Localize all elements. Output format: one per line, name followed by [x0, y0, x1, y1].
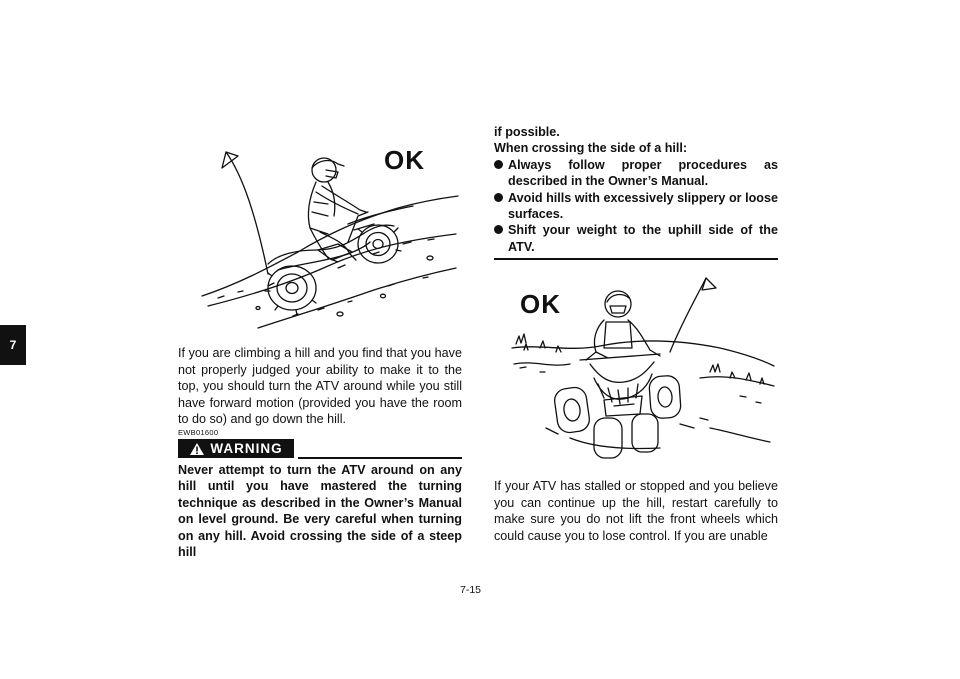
warning-code: EWB01600	[178, 428, 219, 437]
warning-continuation: if possible.	[494, 125, 560, 139]
figure-ok-label-climbing: OK	[384, 145, 425, 175]
chapter-number: 7	[9, 338, 17, 352]
list-item	[494, 157, 778, 190]
warning-badge	[178, 439, 294, 458]
warning-text: Never attempt to turn the ATV around on any hill until you have mastered the turning technique as described in the Owner’s Manual on level ground. Be very careful when turning on any hill. Avoid crossing the side of a steep hill	[178, 463, 462, 560]
page-number: 7-15	[460, 584, 482, 596]
bullet-text: Avoid hills with excessively slippery or loose surfaces.	[508, 190, 778, 222]
warning-triangle-icon	[189, 442, 205, 456]
bullet-text: Shift your weight to the uphill side of the ATV.	[508, 223, 778, 254]
warning-end-rule	[494, 258, 778, 260]
list-item	[494, 190, 778, 223]
hill-crossing-section	[494, 124, 778, 255]
bullet-text: Always follow proper procedures as described in the Owner’s Manual.	[508, 157, 778, 189]
bullet-icon	[494, 225, 503, 234]
warning-header	[178, 439, 462, 459]
figure-ok-label-crossing: OK	[520, 289, 561, 319]
crossing-heading: When crossing the side of a hill:	[494, 141, 688, 156]
stalled-atv-paragraph: If your ATV has stalled or stopped and you believe you can continue up the hill, restart carefully to make sure you do not lift the front wheels which could cause you to lose control. If you are unable	[494, 479, 778, 543]
bullet-icon	[494, 160, 503, 169]
bullet-icon	[494, 193, 503, 202]
hill-turnaround-paragraph: If you are climbing a hill and you find that you have not properly judged your ability to make it to the top, you should turn the ATV around while you still have forward motion (provided you have the room to do so) and go down the hill.	[178, 346, 462, 426]
chapter-tab	[0, 325, 26, 365]
crossing-bullet-list	[494, 157, 778, 255]
list-item	[494, 222, 778, 255]
warning-label: WARNING	[210, 441, 283, 456]
warning-divider	[298, 457, 462, 459]
